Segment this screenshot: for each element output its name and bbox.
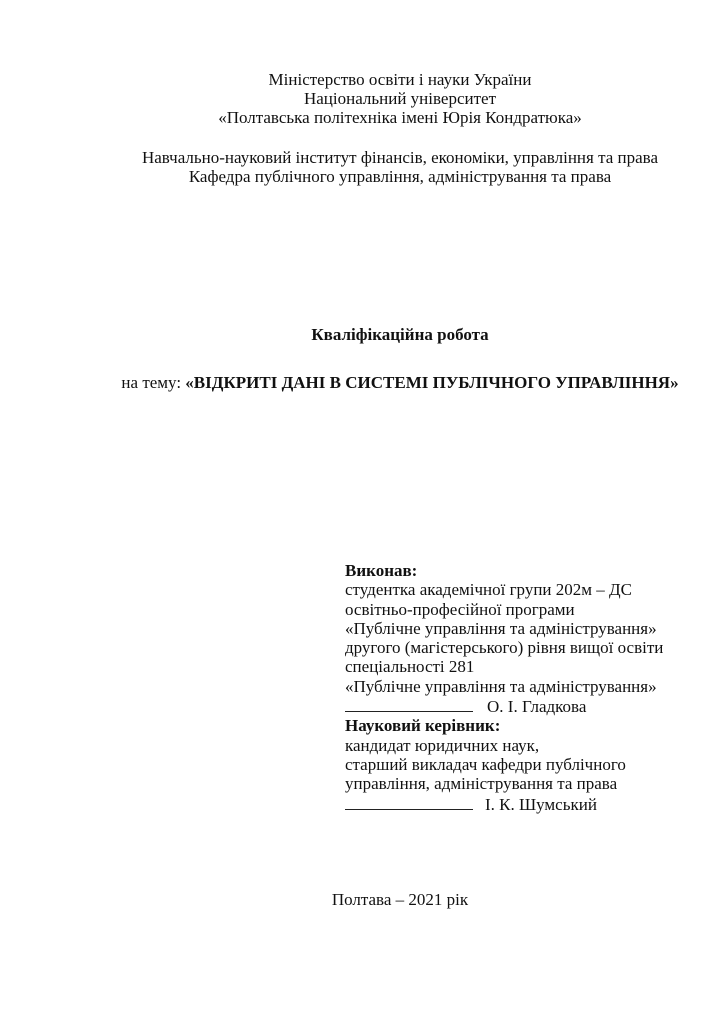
supervisor-heading: Науковий керівник: <box>345 716 501 736</box>
work-topic <box>0 373 724 392</box>
supervisor-department: управління, адміністрування та права <box>345 774 618 794</box>
supervisor-signature-line <box>345 794 473 810</box>
author-signature-line <box>345 696 473 712</box>
topic-prefix: на тему: <box>121 373 186 392</box>
author-heading: Виконав: <box>345 561 418 580</box>
author-group: студентка академічної групи 202м – ДС <box>345 580 632 600</box>
author-specialty-name: «Публічне управління та адміністрування» <box>345 676 657 696</box>
supervisor-signature-row <box>345 794 705 814</box>
place-year: Полтава – 2021 рік <box>331 890 469 909</box>
work-type-title <box>0 325 724 344</box>
author-specialty: спеціальності 281 <box>345 657 475 677</box>
university-type: Національний університет <box>303 89 497 108</box>
university-name: «Полтавська політехніка імені Юрія Кондратюка» <box>218 108 582 127</box>
supervisor-name: І. К. Шумський <box>485 794 597 814</box>
ministry-name: Міністерство освіти і науки України <box>268 70 532 89</box>
author-name: О. І. Гладкова <box>487 697 587 717</box>
author-level: другого (магістерського) рівня вищої освіти <box>345 638 664 658</box>
author-signature-row <box>345 696 705 716</box>
signature-block <box>345 561 705 814</box>
institute-header <box>0 148 724 186</box>
supervisor-degree: кандидат юридичних наук, <box>345 735 540 755</box>
author-program-type: освітньо-професійної програми <box>345 599 575 619</box>
footer <box>0 890 724 909</box>
supervisor-position: старший викладач кафедри публічного <box>345 754 626 774</box>
work-type: Кваліфікаційна робота <box>311 325 489 344</box>
ministry-header <box>0 70 724 127</box>
institute-name: Навчально-науковий інститут фінансів, економіки, управління та права <box>141 148 659 167</box>
topic-title: «ВІДКРИТІ ДАНІ В СИСТЕМІ ПУБЛІЧНОГО УПРАВЛІННЯ» <box>185 373 679 392</box>
department-name: Кафедра публічного управління, адміністрування та права <box>188 167 612 186</box>
author-program-name: «Публічне управління та адміністрування» <box>345 618 657 638</box>
